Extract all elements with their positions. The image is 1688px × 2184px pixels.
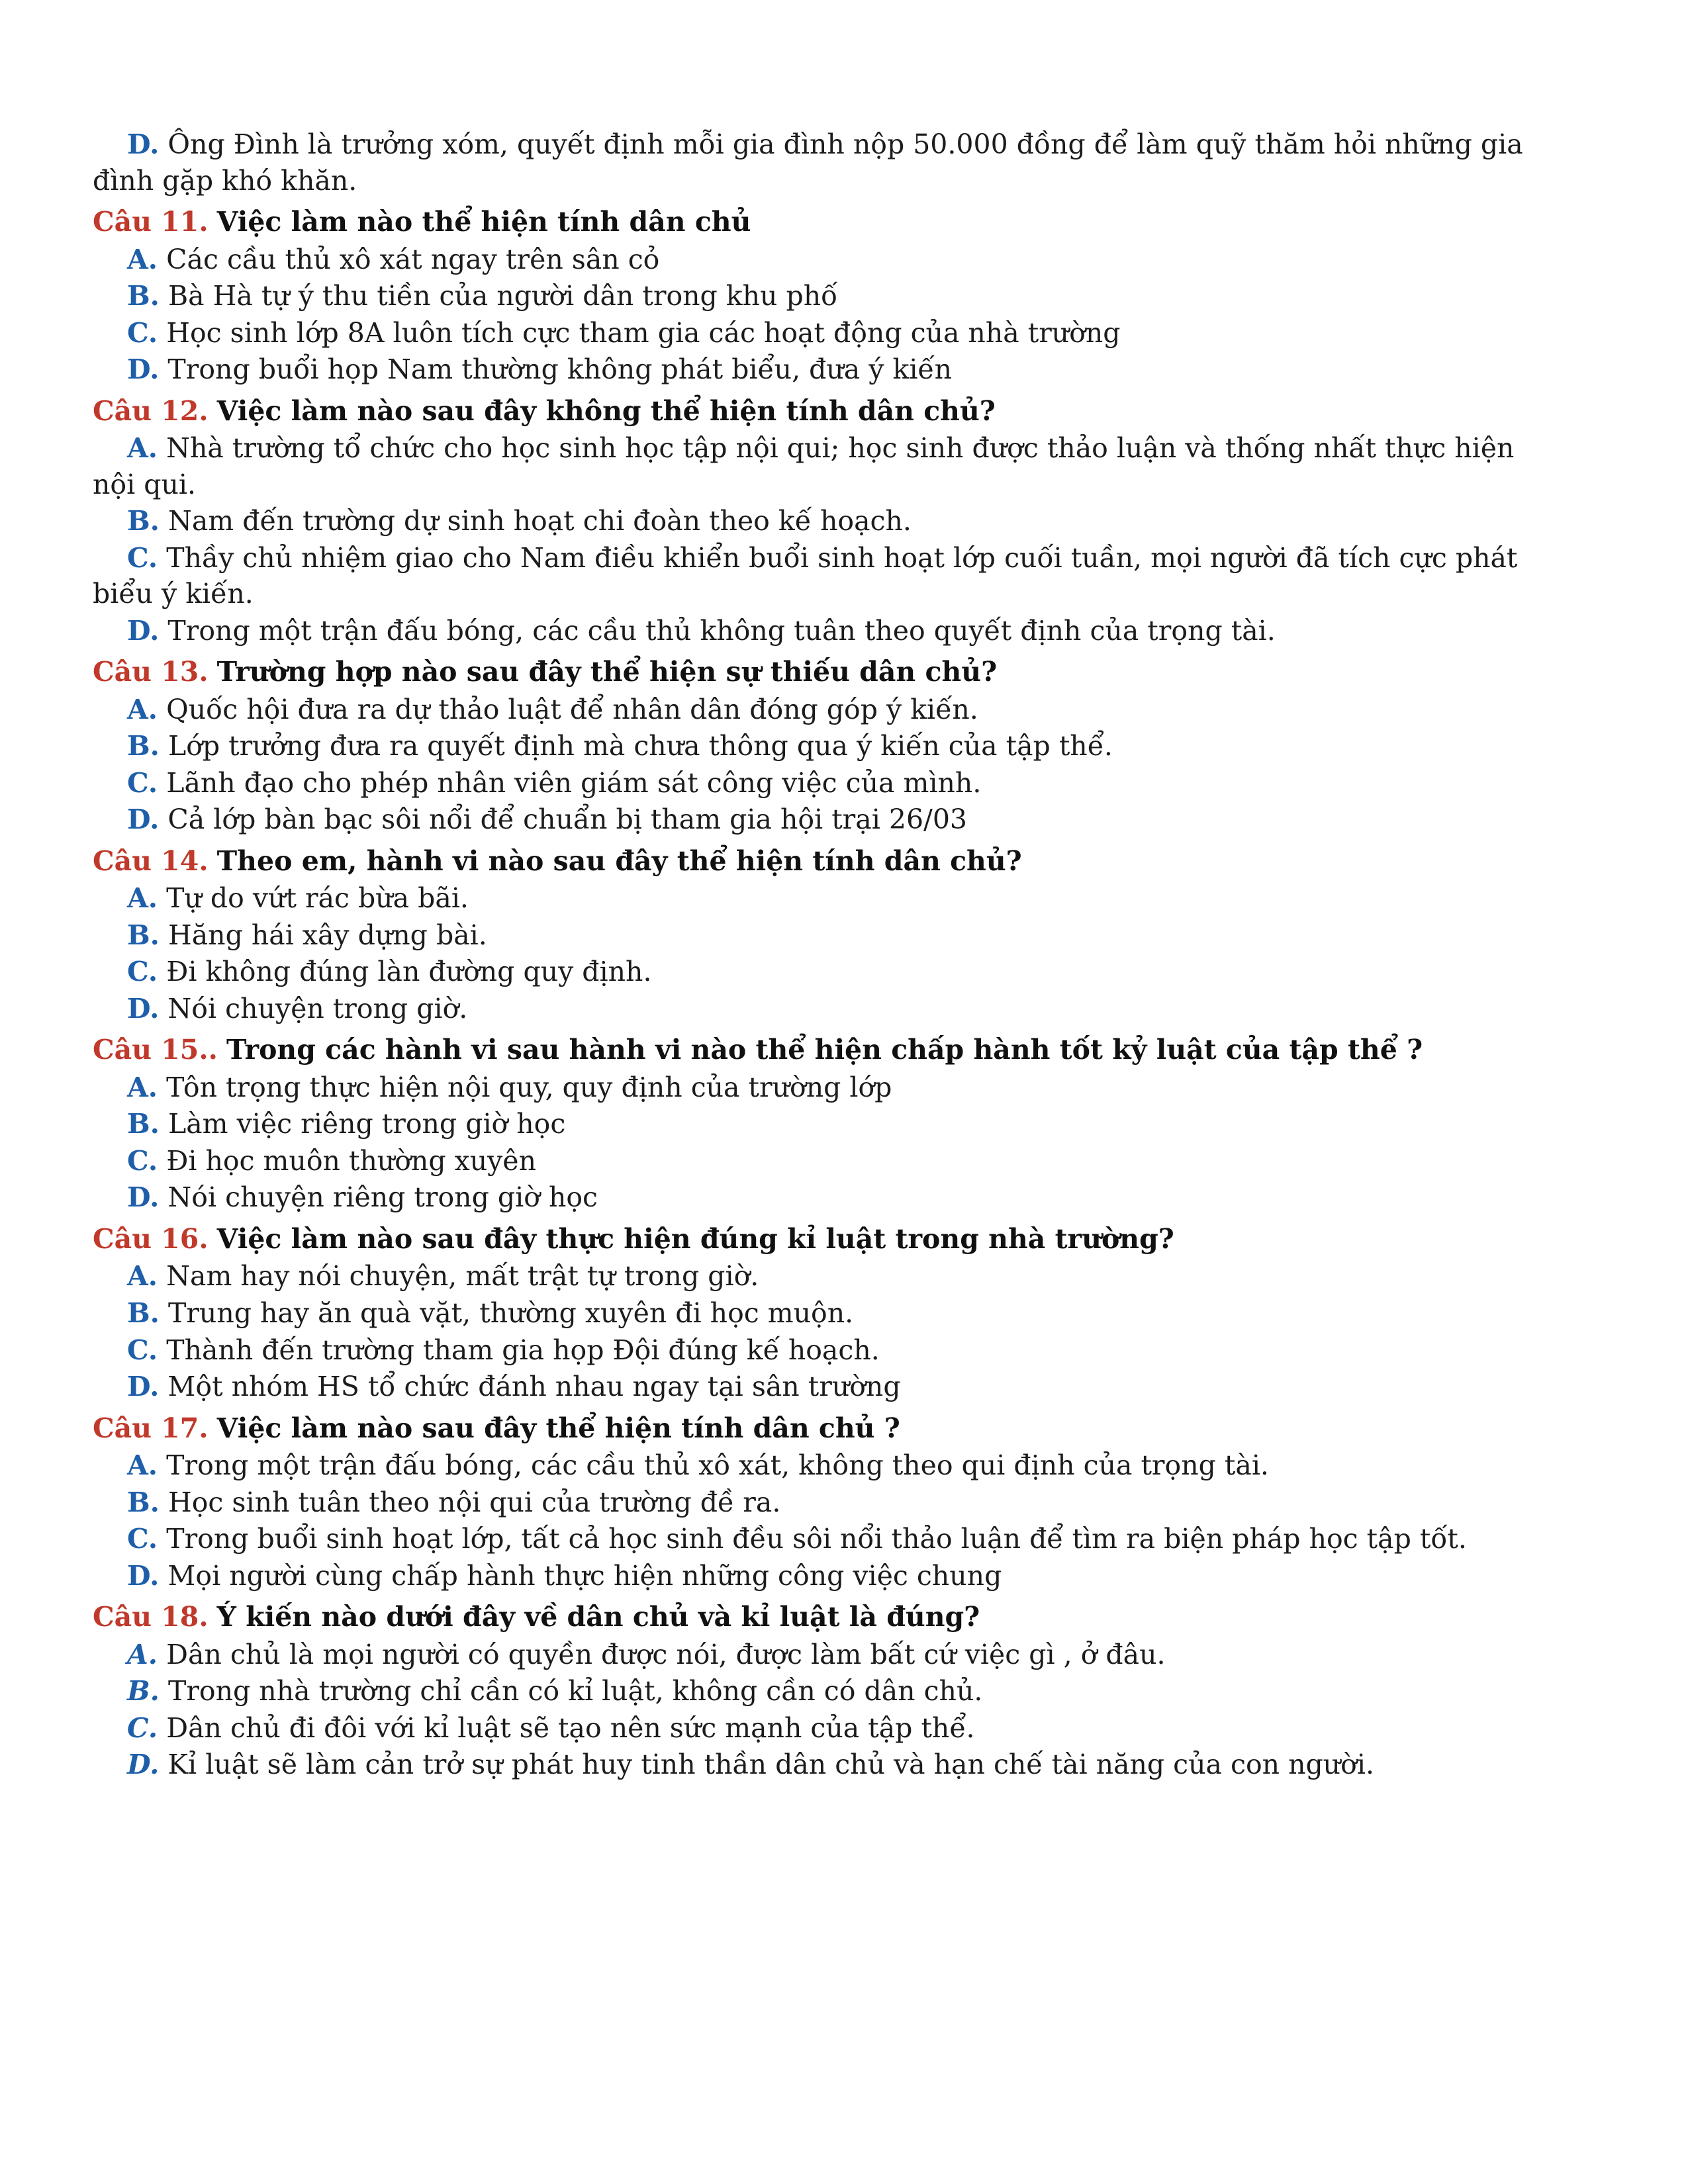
option-row (93, 728, 1552, 764)
option-text: Nam hay nói chuyện, mất trật tự trong giờ. (166, 1260, 759, 1293)
question-number: Câu 16. (93, 1222, 209, 1255)
option-text: Tôn trọng thực hiện nội quy, quy định của trường lớp (166, 1071, 892, 1103)
option-row (93, 801, 1552, 838)
question-text: Trường hợp nào sau đây thể hiện sự thiếu dân chủ? (216, 656, 998, 688)
option-row (93, 351, 1552, 388)
option-text: Lớp trưởng đưa ra quyết định mà chưa thông qua ý kiến của tập thể. (167, 730, 1113, 762)
option-text: Lãnh đạo cho phép nhân viên giám sát công việc của mình. (166, 766, 982, 799)
question-number: Câu 18. (93, 1601, 209, 1633)
option-text: Đi không đúng làn đường quy định. (166, 956, 652, 988)
option-text: Làm việc riêng trong giờ học (167, 1108, 566, 1140)
option-row (93, 1143, 1552, 1179)
question-heading (93, 843, 1552, 880)
question-text: Theo em, hành vi nào sau đây thể hiện tính dân chủ? (216, 844, 1022, 877)
option-letter: A. (127, 1638, 158, 1670)
option-text: Trong buổi sinh hoạt lớp, tất cả học sinh đều sôi nổi thảo luận để tìm ra biện pháp học tập tốt. (166, 1523, 1467, 1555)
question-list (93, 204, 1552, 1783)
question-number: Câu 12. (93, 394, 209, 427)
option-row (93, 613, 1552, 649)
option-text: Thầy chủ nhiệm giao cho Nam điều khiển buổi sinh hoạt lớp cuối tuần, mọi người đã tích cực phát biểu ý kiến. (93, 541, 1518, 610)
option-letter: C. (127, 541, 158, 574)
option-row (93, 540, 1552, 612)
question-item (93, 1599, 1552, 1783)
option-text: Trong một trận đấu bóng, các cầu thủ không tuân theo quyết định của trọng tài. (167, 614, 1276, 647)
option-row (93, 1710, 1552, 1747)
question-heading (93, 393, 1552, 430)
option-text: Trong một trận đấu bóng, các cầu thủ xô xát, không theo qui định của trọng tài. (166, 1449, 1269, 1482)
option-text: Trong nhà trường chỉ cần có kỉ luật, không cần có dân chủ. (167, 1675, 983, 1707)
option-row (93, 1447, 1552, 1484)
question-item (93, 1221, 1552, 1405)
option-row (93, 991, 1552, 1027)
option-letter: A. (127, 693, 158, 725)
question-heading (93, 1221, 1552, 1257)
option-row (93, 1069, 1552, 1106)
question-text: Việc làm nào sau đây không thể hiện tính dân chủ? (216, 394, 996, 427)
option-text: Đi học muôn thường xuyên (166, 1144, 536, 1177)
option-row (93, 315, 1552, 351)
option-letter: C. (127, 1711, 158, 1744)
option-row (93, 954, 1552, 990)
option-row (93, 1673, 1552, 1709)
option-row (93, 1106, 1552, 1142)
option-text: Nói chuyện trong giờ. (167, 992, 468, 1024)
question-number: Câu 17. (93, 1412, 209, 1444)
question-heading (93, 1599, 1552, 1635)
option-text: Mọi người cùng chấp hành thực hiện những công việc chung (167, 1559, 1002, 1592)
option-row (93, 765, 1552, 801)
question-item (93, 1032, 1552, 1216)
question-heading (93, 204, 1552, 240)
option-text: Một nhóm HS tổ chức đánh nhau ngay tại sân trường (167, 1371, 901, 1403)
question-number: Câu 13. (93, 656, 209, 688)
option-letter: B. (127, 919, 160, 951)
question-heading (93, 1410, 1552, 1447)
question-item (93, 654, 1552, 838)
option-letter: B. (127, 1297, 160, 1329)
option-letter: D. (127, 1559, 160, 1592)
option-row (93, 242, 1552, 278)
option-text: Cả lớp bàn bạc sôi nổi để chuẩn bị tham gia hội trại 26/03 (167, 803, 968, 836)
option-letter: C. (127, 956, 158, 988)
question-number: Câu 11. (93, 206, 209, 238)
option-row (93, 1747, 1552, 1783)
option-text: Hăng hái xây dựng bài. (167, 919, 487, 951)
question-item (93, 843, 1552, 1027)
option-letter: A. (127, 1449, 158, 1482)
option-text: Trung hay ăn quà vặt, thường xuyên đi học muộn. (167, 1297, 854, 1329)
option-letter: A. (127, 243, 158, 275)
option-letter: D. (127, 803, 160, 836)
question-item (93, 393, 1552, 649)
question-number: Câu 15.. (93, 1034, 218, 1066)
option-text: Nam đến trường dự sinh hoạt chi đoàn theo kế hoạch. (167, 505, 912, 537)
option-row (93, 1484, 1552, 1521)
option-letter: C. (127, 766, 158, 799)
option-letter: B. (127, 730, 160, 762)
option-letter: C. (127, 316, 158, 349)
option-row (93, 1369, 1552, 1405)
option-row (93, 1521, 1552, 1557)
option-text: Dân chủ là mọi người có quyền được nói, được làm bất cứ việc gì , ở đâu. (166, 1638, 1166, 1670)
option-row (93, 278, 1552, 314)
option-letter: B. (127, 505, 160, 537)
question-text: Trong các hành vi sau hành vi nào thể hiện chấp hành tốt kỷ luật của tập thể ? (226, 1034, 1423, 1066)
option-text: Tự do vứt rác bừa bãi. (166, 882, 469, 915)
option-text: Nói chuyện riêng trong giờ học (167, 1181, 598, 1214)
option-letter: A. (127, 1071, 158, 1103)
question-number: Câu 14. (93, 844, 209, 877)
option-letter: B. (127, 1108, 160, 1140)
option-text: Quốc hội đưa ra dự thảo luật để nhân dân đóng góp ý kiến. (166, 693, 978, 725)
option-text: Học sinh lớp 8A luôn tích cực tham gia các hoạt động của nhà trường (166, 316, 1121, 349)
option-letter: C. (127, 1523, 158, 1555)
question-heading (93, 1032, 1552, 1068)
option-letter: D. (127, 614, 160, 647)
question-text: Việc làm nào thể hiện tính dân chủ (216, 206, 751, 238)
option-row (93, 1637, 1552, 1673)
option-letter: C. (127, 1334, 158, 1366)
option-letter: B. (127, 1675, 160, 1707)
option-text: Các cầu thủ xô xát ngay trên sân cỏ (166, 243, 660, 275)
question-item (93, 1410, 1552, 1594)
option-row (93, 1179, 1552, 1216)
option-letter: B. (127, 1486, 160, 1518)
option-letter: D. (127, 992, 160, 1024)
question-heading (93, 654, 1552, 690)
option-text: Học sinh tuân theo nội qui của trường đề ra. (167, 1486, 781, 1518)
option-letter: D. (127, 1749, 160, 1781)
lead-option (93, 126, 1552, 199)
option-letter: D. (127, 1371, 160, 1403)
option-row (93, 1558, 1552, 1594)
option-letter: A. (127, 1260, 158, 1293)
option-text: Dân chủ đi đôi với kỉ luật sẽ tạo nên sức mạnh của tập thể. (166, 1711, 975, 1744)
option-row (93, 917, 1552, 954)
option-text: Trong buổi họp Nam thường không phát biểu, đưa ý kiến (167, 353, 953, 386)
option-text: Ông Đình là trưởng xóm, quyết định mỗi gia đình nộp 50.000 đồng để làm quỹ thăm hỏi những gia đình gặp khó khăn. (93, 128, 1523, 197)
option-letter: A. (127, 882, 158, 915)
option-row (93, 503, 1552, 539)
question-text: Ý kiến nào dưới đây về dân chủ và kỉ luật là đúng? (216, 1601, 980, 1633)
option-letter: A. (127, 432, 158, 465)
option-text: Nhà trường tổ chức cho học sinh học tập nội qui; học sinh được thảo luận và thống nhất thực hiện nội qui. (93, 432, 1515, 500)
option-letter: B. (127, 280, 160, 312)
option-text: Bà Hà tự ý thu tiền của người dân trong khu phố (167, 280, 838, 312)
question-item (93, 204, 1552, 388)
option-row (93, 430, 1552, 502)
option-row (93, 1258, 1552, 1295)
option-text: Thành đến trường tham gia họp Đội đúng kế hoạch. (166, 1334, 880, 1366)
option-letter: D. (127, 1181, 160, 1214)
option-row (93, 1295, 1552, 1332)
option-letter: D. (127, 353, 160, 386)
question-text: Việc làm nào sau đây thể hiện tính dân chủ ? (216, 1412, 900, 1444)
option-text: Kỉ luật sẽ làm cản trở sự phát huy tinh thần dân chủ và hạn chế tài năng của con người. (167, 1749, 1374, 1781)
option-row (93, 1332, 1552, 1369)
option-letter: C. (127, 1144, 158, 1177)
question-text: Việc làm nào sau đây thực hiện đúng kỉ luật trong nhà trường? (216, 1222, 1174, 1255)
option-letter: D. (127, 128, 160, 160)
option-row (93, 692, 1552, 728)
option-row (93, 880, 1552, 917)
